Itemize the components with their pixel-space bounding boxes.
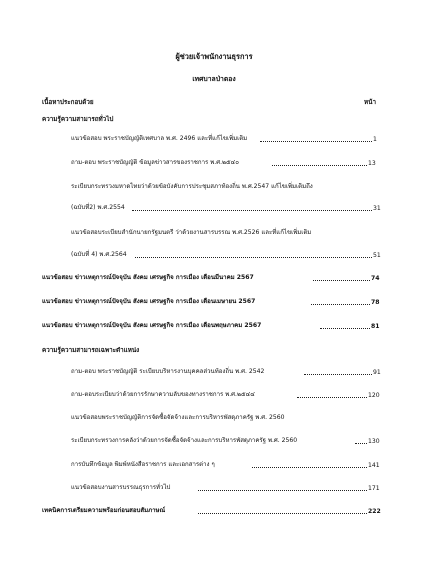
section-heading-specific: ความรู้ความสามารถเฉพาะตำแหน่ง: [42, 347, 140, 354]
toc-entry-page: 74: [371, 275, 380, 282]
toc-entry-page: 120: [368, 392, 380, 399]
toc-entry-text: แนวข้อสอบงานสารบรรณธุรการทั่วไป: [71, 484, 171, 491]
toc-entry-text: แนวข้อสอบพระราชบัญญัติการจัดซื้อจัดจ้างและการบริหารพัสดุภาครัฐ พ.ศ. 2560: [71, 414, 285, 421]
toc-entry-text: ถาม-ตอบ พระราชบัญญัติ ระเบียบบริหารงานบุคคลส่วนท้องถิ่น พ.ศ. 2542: [71, 368, 265, 375]
toc-entry-bold: [0, 319, 428, 331]
toc-entry-bold: [0, 271, 428, 283]
leader-dots: [304, 374, 372, 375]
toc-entry-text: ถาม-ตอบ พระราชบัญญัติ ข้อมูลข่าวสารของราชการ พ.ศ.๒๕๔๐: [71, 159, 239, 166]
leader-dots: [355, 443, 367, 444]
contents-label: เนื้อหาประกอบด้วย: [42, 99, 94, 106]
leader-dots: [311, 304, 370, 305]
document-subtitle: เทศบาลป่าตอง: [192, 75, 236, 83]
toc-entry: [0, 388, 428, 400]
leader-dots: [260, 141, 372, 142]
toc-entry: [0, 411, 428, 423]
leader-dots: [198, 513, 367, 514]
toc-entry-bold: [0, 504, 428, 516]
toc-entry: [0, 201, 428, 213]
toc-entry-text: (ฉบับที่2) พ.ศ.2554: [71, 204, 125, 211]
toc-entry: [0, 132, 428, 144]
toc-entry: [0, 248, 428, 260]
leader-dots: [320, 328, 370, 329]
toc-entry-text: ถาม-ตอบระเบียบว่าด้วยการรักษาความลับของทางราชการ พ.ศ.๒๕๔๔: [71, 391, 255, 398]
toc-entry: [0, 365, 428, 377]
toc-entry-page: 171: [368, 485, 380, 492]
toc-entry-page: 51: [373, 252, 381, 259]
toc-entry-text: แนวข้อสอบ ข่าวเหตุการณ์ปัจจุบัน สังคม เศรษฐกิจ การเมือง เดือนเมษายน 2567: [42, 298, 256, 305]
toc-entry-page: 13: [368, 160, 376, 167]
toc-entry-page: 1: [373, 136, 377, 143]
page-column-label: หน้า: [364, 99, 376, 106]
toc-entry-text: แนวข้อสอบ ข่าวเหตุการณ์ปัจจุบัน สังคม เศรษฐกิจ การเมือง เดือนพฤษภาคม 2567: [42, 322, 262, 329]
toc-entry-page: 222: [368, 508, 381, 515]
toc-entry: [0, 481, 428, 493]
toc-entry-page: 31: [373, 205, 381, 212]
leader-dots: [313, 280, 370, 281]
leader-dots: [252, 467, 367, 468]
toc-entry: [0, 458, 428, 470]
toc-entry-bold: [0, 295, 428, 307]
leader-dots: [297, 397, 367, 398]
toc-entry-text: (ฉบับที่ 4) พ.ศ.2564: [71, 251, 127, 258]
toc-entry-text: แนวข้อสอบ พระราชบัญญัติเทศบาล พ.ศ. 2496 และที่แก้ไขเพิ่มเติม: [71, 135, 248, 142]
toc-entry-text-line1: ระเบียบกระทรวงมหาดไทยว่าด้วยข้อบังคับการประชุมสภาท้องถิ่น พ.ศ.2547 แก้ไขเพิ่มเติมถึง: [71, 183, 313, 190]
toc-entry-text: เทคนิคการเตรียมความพร้อมก่อนสอบสัมภาษณ์: [42, 507, 166, 514]
toc-entry-text-line1: แนวข้อสอบระเบียบสำนักนายกรัฐมนตรี ว่าด้วยงานสารบรรณ พ.ศ.2526 และที่แก้ไขเพิ่มเติม: [71, 229, 312, 236]
leader-dots: [132, 210, 372, 211]
toc-entry-text: ระเบียบกระทรวงการคลังว่าด้วยการจัดซื้อจัดจ้างและการบริหารพัสดุภาครัฐ พ.ศ. 2560: [71, 437, 298, 444]
leader-dots: [272, 165, 367, 166]
toc-entry-page: 91: [373, 369, 381, 376]
toc-entry-page: 81: [371, 323, 380, 330]
leader-dots: [135, 257, 372, 258]
toc-entry-page: 130: [368, 438, 380, 445]
toc-entry-text: การบันทึกข้อมูล พิมพ์หนังสือราชการ และเอกสารต่าง ๆ: [71, 461, 215, 468]
section-heading-general: ความรู้ความสามารถทั่วไป: [42, 116, 114, 123]
toc-entry: [0, 434, 428, 446]
toc-entry: [0, 156, 428, 168]
toc-entry-page: 78: [371, 299, 380, 306]
document-title: ผู้ช่วยเจ้าพนักงานธุรการ: [175, 52, 253, 61]
toc-entry-text: แนวข้อสอบ ข่าวเหตุการณ์ปัจจุบัน สังคม เศรษฐกิจ การเมือง เดือนมีนาคม 2567: [42, 274, 254, 281]
toc-entry-page: 141: [368, 462, 380, 469]
leader-dots: [198, 490, 367, 491]
